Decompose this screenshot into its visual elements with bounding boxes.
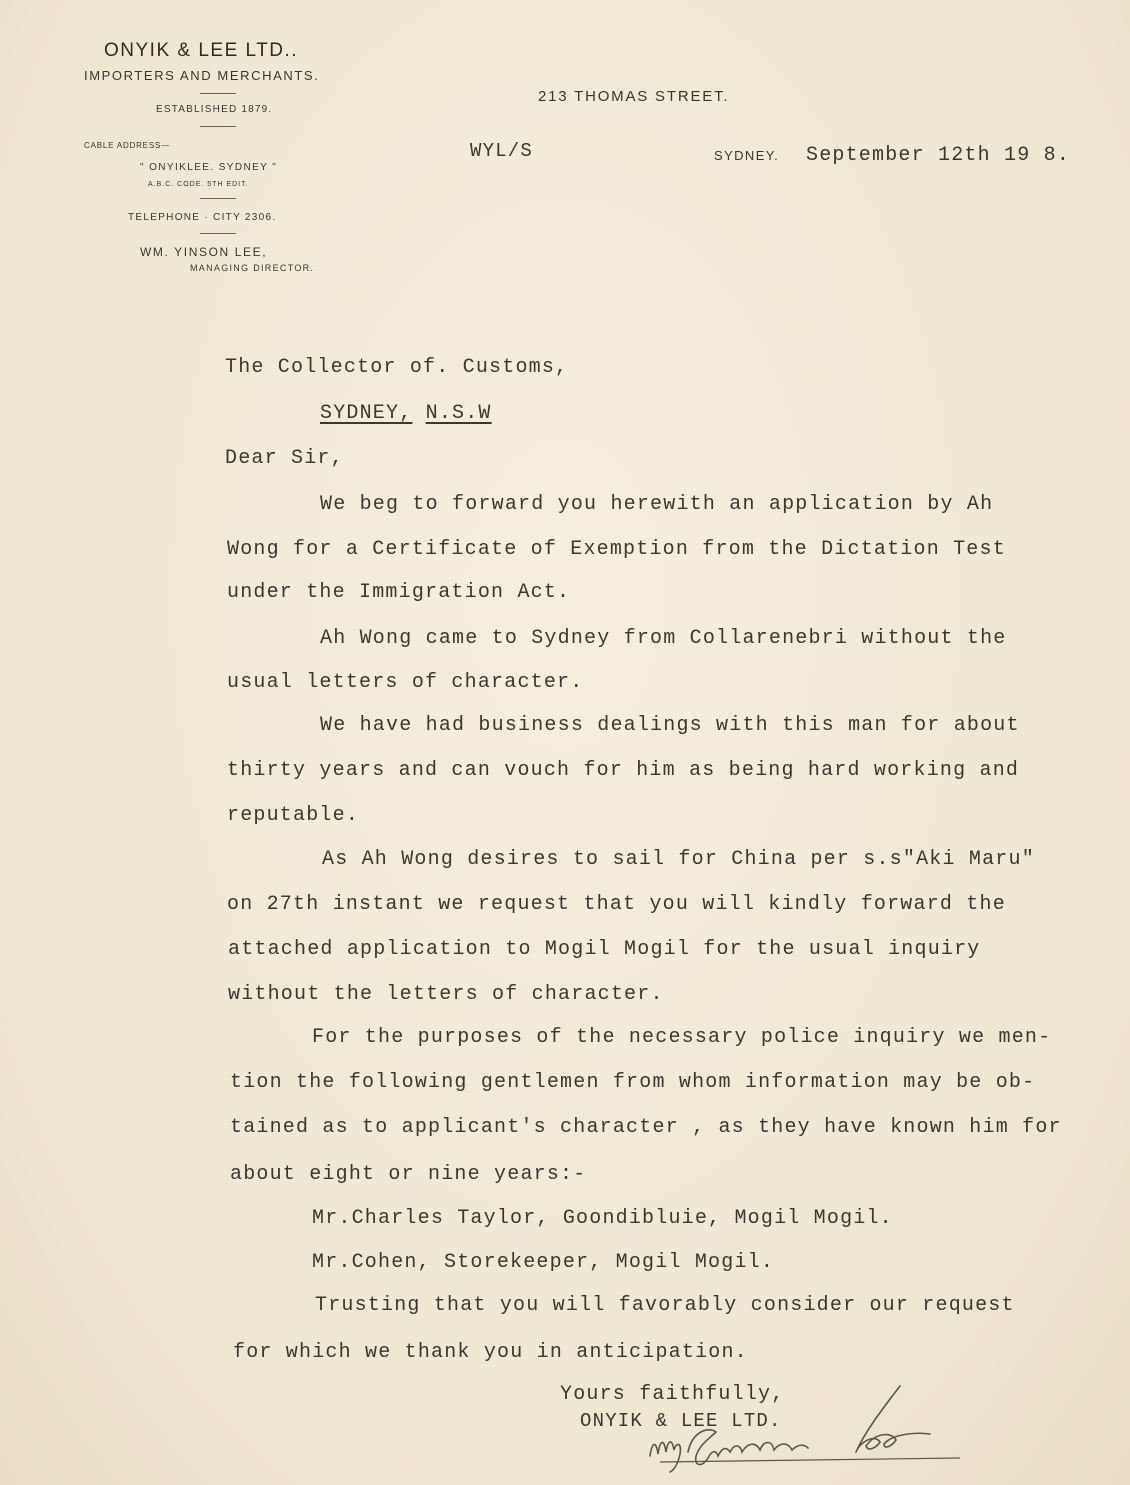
body-line: attached application to Mogil Mogil for the usual inquiry	[228, 938, 981, 961]
body-line: We have had business dealings with this man for about	[320, 714, 1020, 737]
body-line: tained as to applicant's character , as they have known him for	[230, 1116, 1062, 1139]
reference: WYL/S	[470, 140, 534, 162]
body-line: Trusting that you will favorably consider our request	[315, 1294, 1015, 1317]
cable-address: " ONYIKLEE. SYDNEY "	[140, 162, 278, 173]
body-line: on 27th instant we request that you will kindly forward the	[227, 893, 1006, 916]
body-line: reputable.	[227, 804, 360, 827]
body-line: We beg to forward you herewith an application by Ah	[320, 493, 994, 516]
letterhead-rule	[200, 93, 236, 94]
handwritten-signature	[630, 1372, 970, 1482]
letter-date: September 12th 19 8.	[806, 144, 1071, 167]
salutation: Dear Sir,	[225, 447, 344, 470]
body-line: about eight or nine years:-	[230, 1163, 587, 1186]
body-line: without the letters of character.	[228, 983, 664, 1006]
street-address: 213 THOMAS STREET.	[538, 88, 730, 105]
body-line: usual letters of character.	[227, 671, 584, 694]
company-name: ONYIK & LEE LTD..	[104, 40, 299, 61]
body-line: As Ah Wong desires to sail for China per s.s"Aki Maru"	[322, 848, 1035, 871]
recipient-state: N.S.W	[425, 402, 492, 425]
company-trade: IMPORTERS AND MERCHANTS.	[84, 68, 320, 83]
abc-code: A.B.C. CODE. 5TH EDIT.	[148, 181, 249, 188]
city: SYDNEY.	[714, 148, 780, 163]
signatory-company: ONYIK & LEE LTD.	[580, 1410, 782, 1432]
referee-line: Mr.Cohen, Storekeeper, Mogil Mogil.	[312, 1251, 775, 1274]
recipient-city	[320, 402, 492, 425]
body-line: Wong for a Certificate of Exemption from the Dictation Test	[227, 538, 1006, 561]
letterhead-rule	[200, 126, 236, 127]
letterhead-rule	[200, 233, 236, 234]
established-year: ESTABLISHED 1879.	[156, 104, 273, 115]
body-line: under the Immigration Act.	[227, 581, 571, 604]
body-line: tion the following gentlemen from whom information may be ob-	[230, 1071, 1036, 1094]
recipient-line: The Collector of. Customs,	[225, 356, 569, 379]
telephone: TELEPHONE · CITY 2306.	[128, 212, 277, 223]
body-line: Ah Wong came to Sydney from Collarenebri without the	[320, 627, 1007, 650]
body-line: For the purposes of the necessary police inquiry we men-	[312, 1026, 1052, 1049]
letterhead-rule	[200, 198, 236, 199]
referee-line: Mr.Charles Taylor, Goondibluie, Mogil Mogil.	[312, 1207, 893, 1230]
recipient-city-name: SYDNEY,	[320, 402, 413, 425]
cable-address-label: CABLE ADDRESS—	[84, 141, 170, 150]
closing: Yours faithfully,	[560, 1383, 785, 1406]
body-line: for which we thank you in anticipation.	[233, 1341, 748, 1364]
director-name: WM. YINSON LEE,	[140, 245, 268, 259]
body-line: thirty years and can vouch for him as being hard working and	[227, 759, 1020, 782]
director-title: MANAGING DIRECTOR.	[190, 263, 315, 273]
